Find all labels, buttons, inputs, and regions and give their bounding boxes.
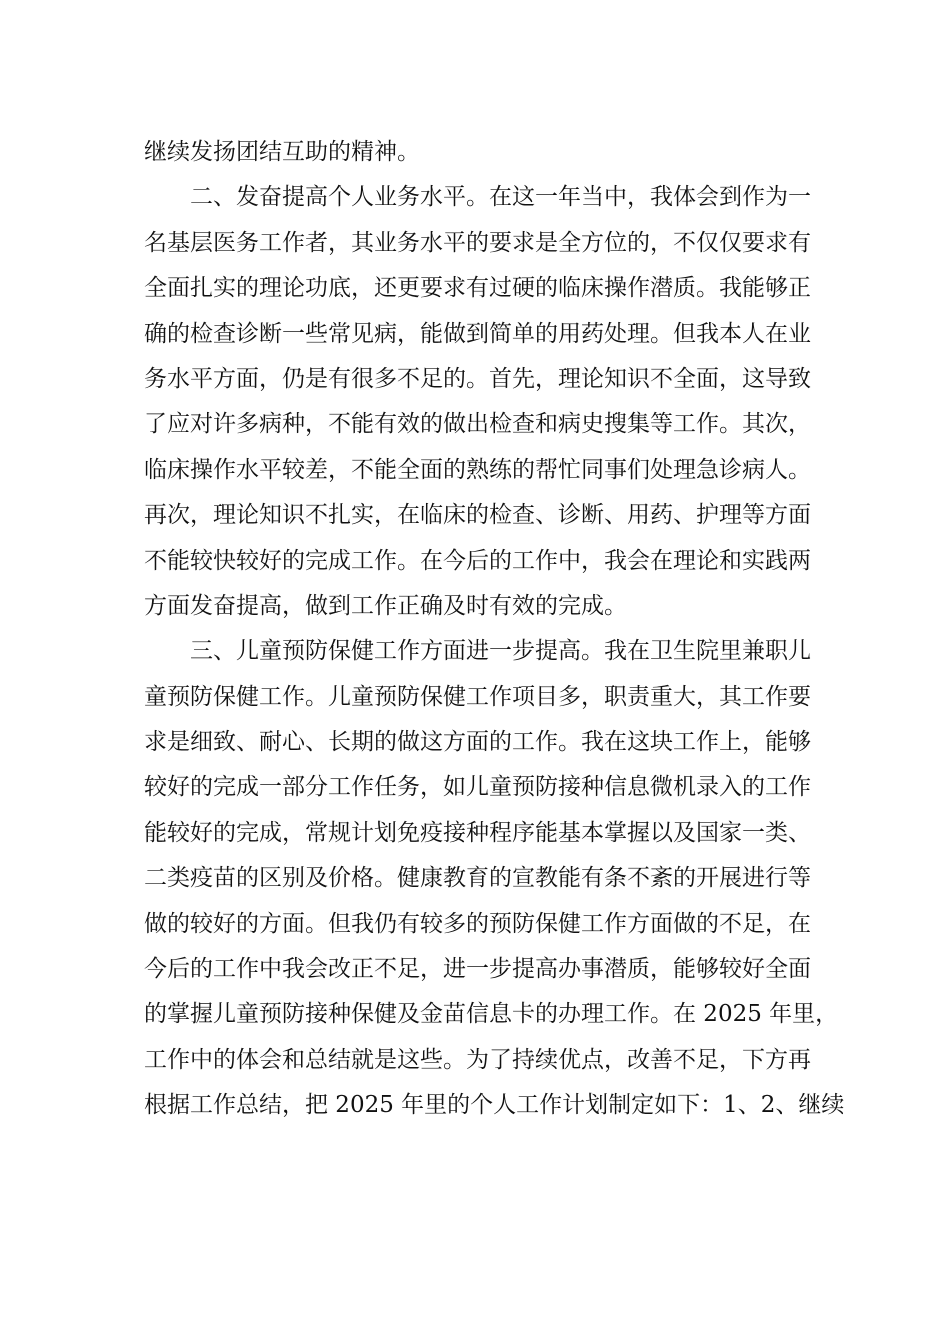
text-line: 二类疫苗的区别及价格。健康教育的宣教能有条不紊的开展进行等: [144, 865, 811, 892]
text-line: 童预防保健工作。儿童预防保健工作项目多，职责重大，其工作要: [144, 683, 811, 710]
text-line: 的掌握儿童预防接种保健及金苗信息卡的办理工作。在 2025 年里，: [144, 1001, 839, 1028]
text-line: 做的较好的方面。但我仍有较多的预防保健工作方面做的不足，在: [144, 910, 811, 937]
text-line: 全面扎实的理论功底，还更要求有过硬的临床操作潜质。我能够正: [144, 275, 811, 302]
text-line: 三、儿童预防保健工作方面进一步提高。我在卫生院里兼职儿: [190, 638, 811, 665]
text-line: 名基层医务工作者，其业务水平的要求是全方位的，不仅仅要求有: [144, 229, 811, 256]
text-line: 务水平方面，仍是有很多不足的。首先，理论知识不全面，这导致: [144, 365, 811, 392]
text-line: 根据工作总结，把 2025 年里的个人工作计划制定如下：1、2、继续: [144, 1092, 845, 1119]
text-line: 临床操作水平较差，不能全面的熟练的帮忙同事们处理急诊病人。: [144, 456, 811, 483]
text-line: 二、发奋提高个人业务水平。在这一年当中，我体会到作为一: [190, 184, 811, 211]
text-line: 方面发奋提高，做到工作正确及时有效的完成。: [144, 592, 627, 619]
text-line: 今后的工作中我会改正不足，进一步提高办事潜质，能够较好全面: [144, 956, 811, 983]
text-line: 能较好的完成，常规计划免疫接种程序能基本掌握以及国家一类、: [144, 819, 811, 846]
body-text: [144, 130, 845, 1129]
text-line: 继续发扬团结互助的精神。: [144, 139, 420, 165]
text-line: 确的检查诊断一些常见病，能做到简单的用药处理。但我本人在业: [144, 320, 811, 347]
text-line: 了应对许多病种，不能有效的做出检查和病史搜集等工作。其次，: [144, 411, 811, 438]
text-line: 较好的完成一部分工作任务，如儿童预防接种信息微机录入的工作: [144, 774, 811, 801]
text-line: 不能较快较好的完成工作。在今后的工作中，我会在理论和实践两: [144, 547, 811, 574]
text-line: 工作中的体会和总结就是这些。为了持续优点，改善不足，下方再: [144, 1046, 811, 1073]
text-line: 再次，理论知识不扎实，在临床的检查、诊断、用药、护理等方面: [144, 502, 811, 529]
text-line: 求是细致、耐心、长期的做这方面的工作。我在这块工作上，能够: [144, 729, 811, 756]
